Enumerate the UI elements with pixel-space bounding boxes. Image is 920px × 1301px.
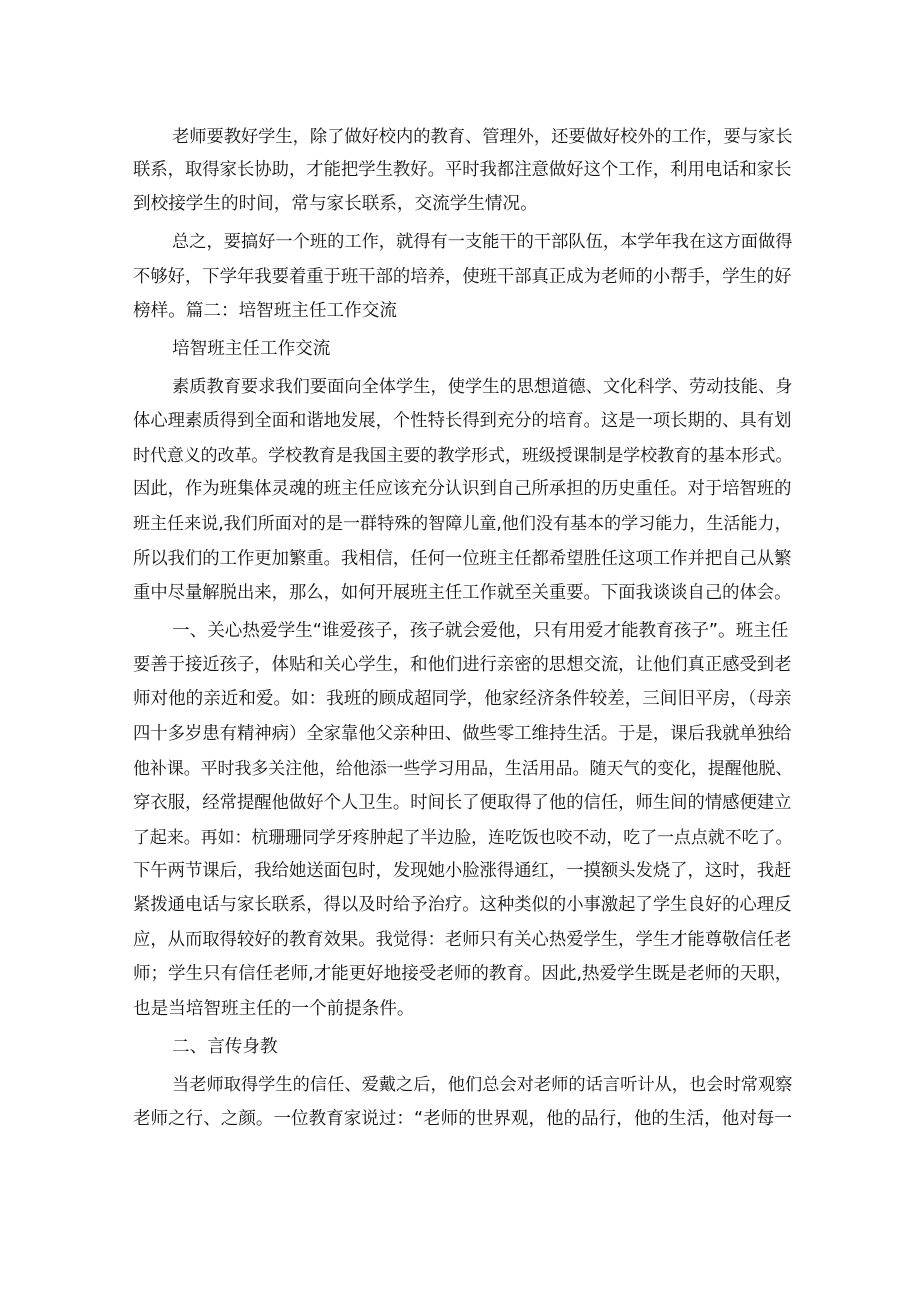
section-heading: 培智班主任工作交流 [172,339,331,359]
text-line: 紧拨通电话与家长联系，得以及时给予治疗。这种类似的小事激起了学生良好的心理反 [133,895,792,915]
text-line: 也是当培智班主任的一个前提条件。 [133,999,415,1019]
text-line: 总之，要搞好一个班的工作，就得有一支能干的干部队伍，本学年我在这方面做得 [172,232,793,252]
text-line: 了起来。再如：杭珊珊同学牙疼肿起了半边脸，连吃饭也咬不动，吃了一点点就不吃了。 [133,827,793,847]
text-line: 老师之行、之颜。一位教育家说过：“老师的世界观，他的品行，他的生活，他对每一 [133,1109,792,1129]
text-line: 时代意义的改革。学校教育是我国主要的教学形式，班级授课制是学校教育的基本形式。 [133,445,793,465]
text-line: 应，从而取得较好的教育效果。我觉得：老师只有关心热爱学生，学生才能尊敬信任老 [133,930,792,950]
text-line: 师；学生只有信任老师,才能更好地接受老师的教育。因此,热爱学生既是老师的天职， [133,964,793,984]
text-line: 师对他的亲近和爱。如：我班的顾成超同学，他家经济条件较差，三间旧平房，（母亲 [133,689,792,709]
section-heading: 二、言传身教 [172,1037,278,1057]
text-line: 体心理素质得到全面和谐地发展，个性特长得到充分的培育。这是一项长期的、具有划 [133,411,792,431]
text-line: 要善于接近孩子，体贴和关心学生，和他们进行亲密的思想交流，让他们真正感受到老 [133,655,792,675]
text-line: 穿衣服，经常提醒他做好个人卫生。时间长了便取得了他的信任，师生间的情感便建立 [133,793,792,813]
text-line: 素质教育要求我们要面向全体学生，使学生的思想道德、文化科学、劳动技能、身 [172,377,793,397]
text-line: 榜样。篇二：培智班主任工作交流 [133,301,397,321]
text-line: 联系，取得家长协助，才能把学生教好。平时我都注意做好这个工作，利用电话和家长 [133,160,792,180]
text-line: 下午两节课后，我给她送面包时，发现她小脸涨得通红，一摸额头发烧了，这时，我赶 [133,861,792,881]
text-line: 到校接学生的时间，常与家长联系，交流学生情况。 [133,194,538,214]
text-line: 他补课。平时我多关注他，给他添一些学习用品，生活用品。随天气的变化，提醒他脱、 [133,758,793,778]
text-line: 班主任来说,我们所面对的是一群特殊的智障儿童,他们没有基本的学习能力，生活能力， [133,514,792,534]
text-line: 所以我们的工作更加繁重。我相信，任何一位班主任都希望胜任这项工作并把自己从繁 [133,549,792,569]
text-line: 因此，作为班集体灵魂的班主任应该充分认识到自己所承担的历史重任。对于培智班的 [133,479,792,499]
text-line: 老师要教好学生，除了做好校内的教育、管理外，还要做好校外的工作，要与家长 [172,127,793,147]
text-line: 不够好，下学年我要着重于班干部的培养，使班干部真正成为老师的小帮手，学生的好 [133,267,792,287]
text-line: 当老师取得学生的信任、爱戴之后，他们总会对老师的话言听计从，也会时常观察 [172,1075,793,1095]
text-line: 四十多岁患有精神病）全家靠他父亲种田、做些零工维持生活。于是，课后我就单独给 [133,724,792,744]
text-line: 重中尽量解脱出来，那么，如何开展班主任工作就至关重要。下面我谈谈自己的体会。 [133,583,792,603]
text-line: 一、关心热爱学生“谁爱孩子，孩子就会爱他，只有用爱才能教育孩子”。班主任 [172,621,789,641]
